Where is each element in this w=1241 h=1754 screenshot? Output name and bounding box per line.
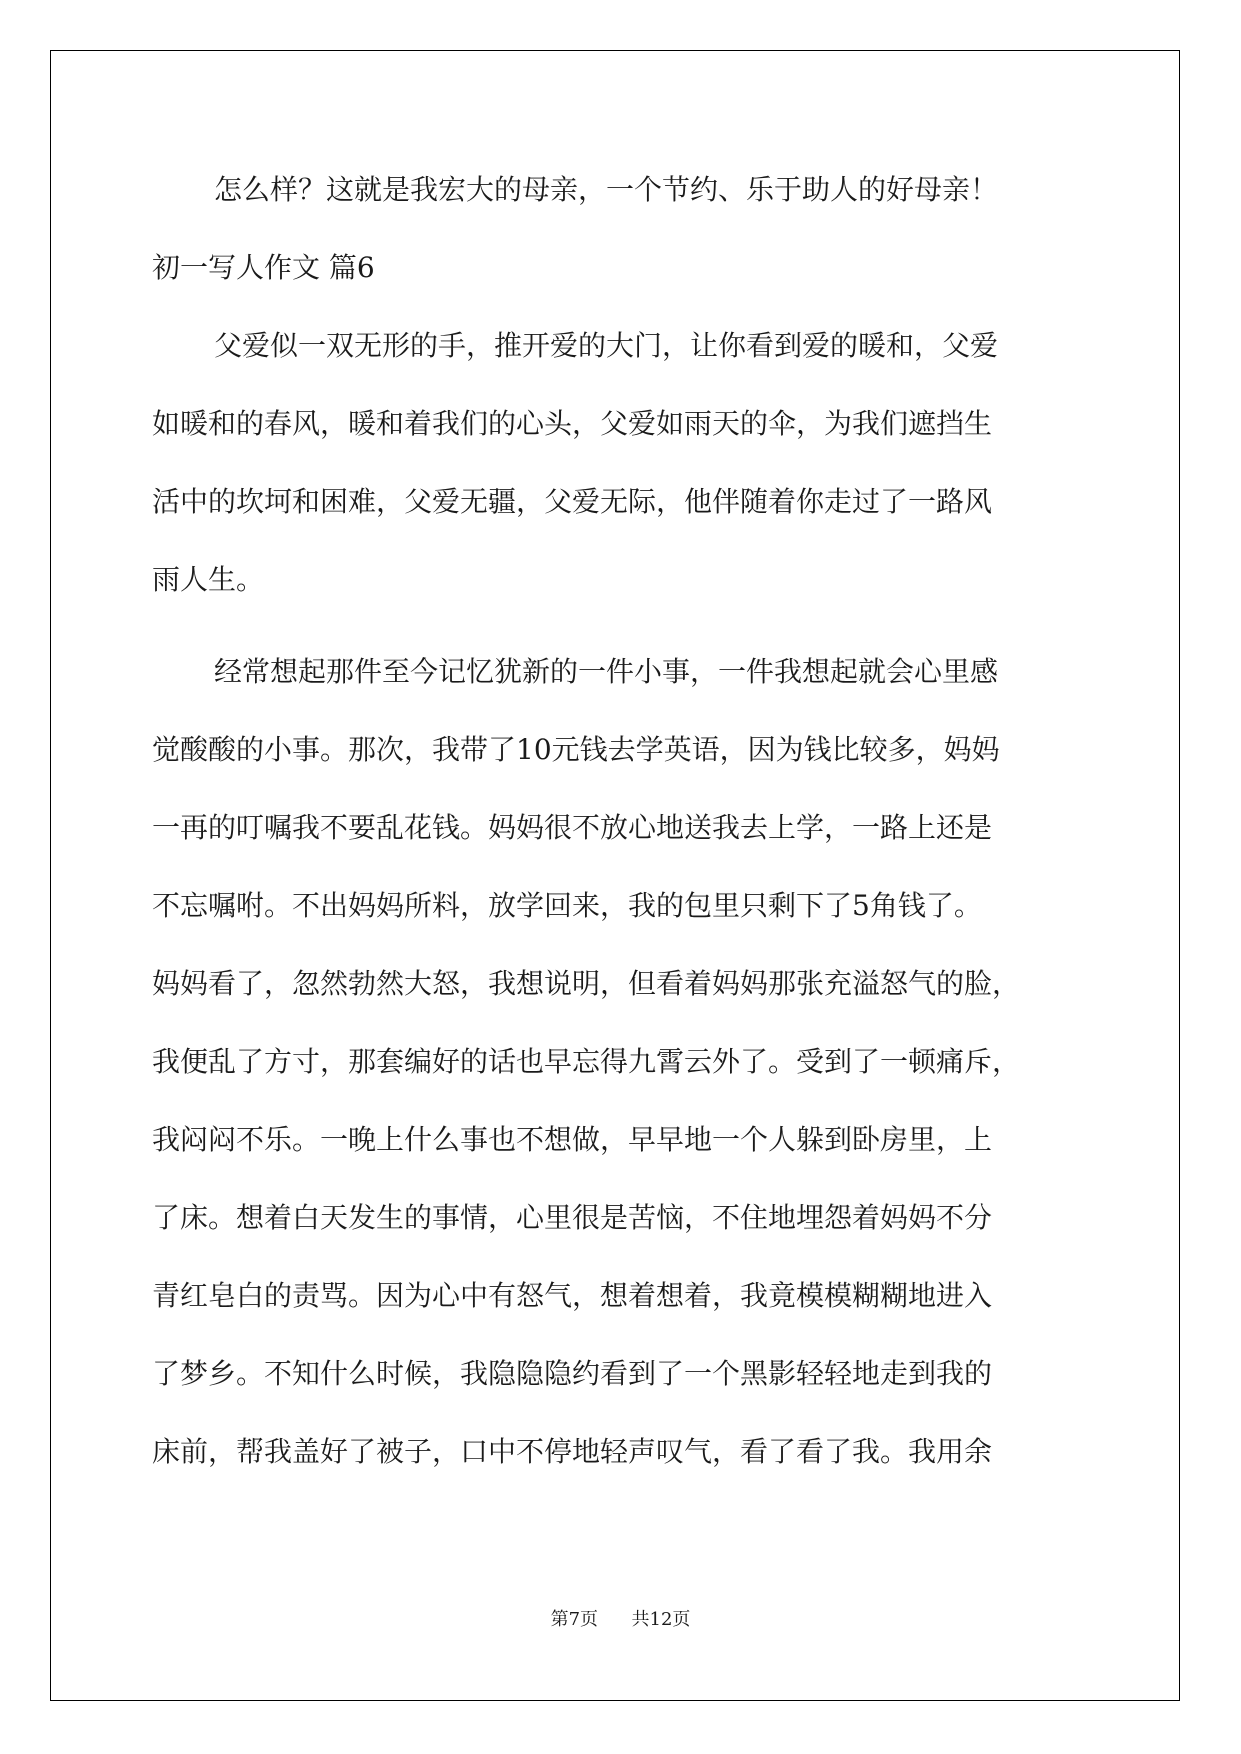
paragraph-line: 不忘嘱咐。不出妈妈所料，放学回来，我的包里只剩下了5角钱了。: [152, 889, 982, 922]
paragraph-line: 怎么样？这就是我宏大的母亲，一个节约、乐于助人的好母亲！: [214, 173, 999, 206]
paragraph-line: 一再的叮嘱我不要乱花钱。妈妈很不放心地送我去上学，一路上还是: [152, 811, 993, 844]
page-total: 共12页: [631, 1609, 691, 1630]
page-current: 第7页: [550, 1609, 599, 1630]
paragraph-line: 妈妈看了，忽然勃然大怒，我想说明，但看着妈妈那张充溢怒气的脸，: [152, 967, 1021, 1000]
paragraph-line: 雨人生。: [152, 563, 265, 596]
paragraph-line: 我闷闷不乐。一晚上什么事也不想做，早早地一个人躲到卧房里，上: [152, 1123, 993, 1156]
page-footer: [0, 1605, 1241, 1631]
section-heading: 初一写人作文 篇6: [152, 251, 375, 284]
paragraph-line: 觉酸酸的小事。那次，我带了10元钱去学英语，因为钱比较多，妈妈: [152, 733, 1000, 766]
paragraph-line: 了梦乡。不知什么时候，我隐隐隐约看到了一个黑影轻轻地走到我的: [152, 1357, 993, 1390]
paragraph-line: 父爱似一双无形的手，推开爱的大门，让你看到爱的暖和，父爱: [214, 329, 999, 362]
paragraph-line: 青红皂白的责骂。因为心中有怒气，想着想着，我竟模模糊糊地进入: [152, 1279, 993, 1312]
paragraph-line: 了床。想着白天发生的事情，心里很是苦恼，不住地埋怨着妈妈不分: [152, 1201, 993, 1234]
paragraph-line: 如暖和的春风，暖和着我们的心头，父爱如雨天的伞，为我们遮挡生: [152, 407, 993, 440]
paragraph-line: 经常想起那件至今记忆犹新的一件小事，一件我想起就会心里感: [214, 655, 999, 688]
paragraph-line: 床前，帮我盖好了被子，口中不停地轻声叹气，看了看了我。我用余: [152, 1435, 993, 1468]
paragraph-line: 我便乱了方寸，那套编好的话也早忘得九霄云外了。受到了一顿痛斥，: [152, 1045, 1021, 1078]
paragraph-line: 活中的坎坷和困难，父爱无疆，父爱无际，他伴随着你走过了一路风: [152, 485, 993, 518]
